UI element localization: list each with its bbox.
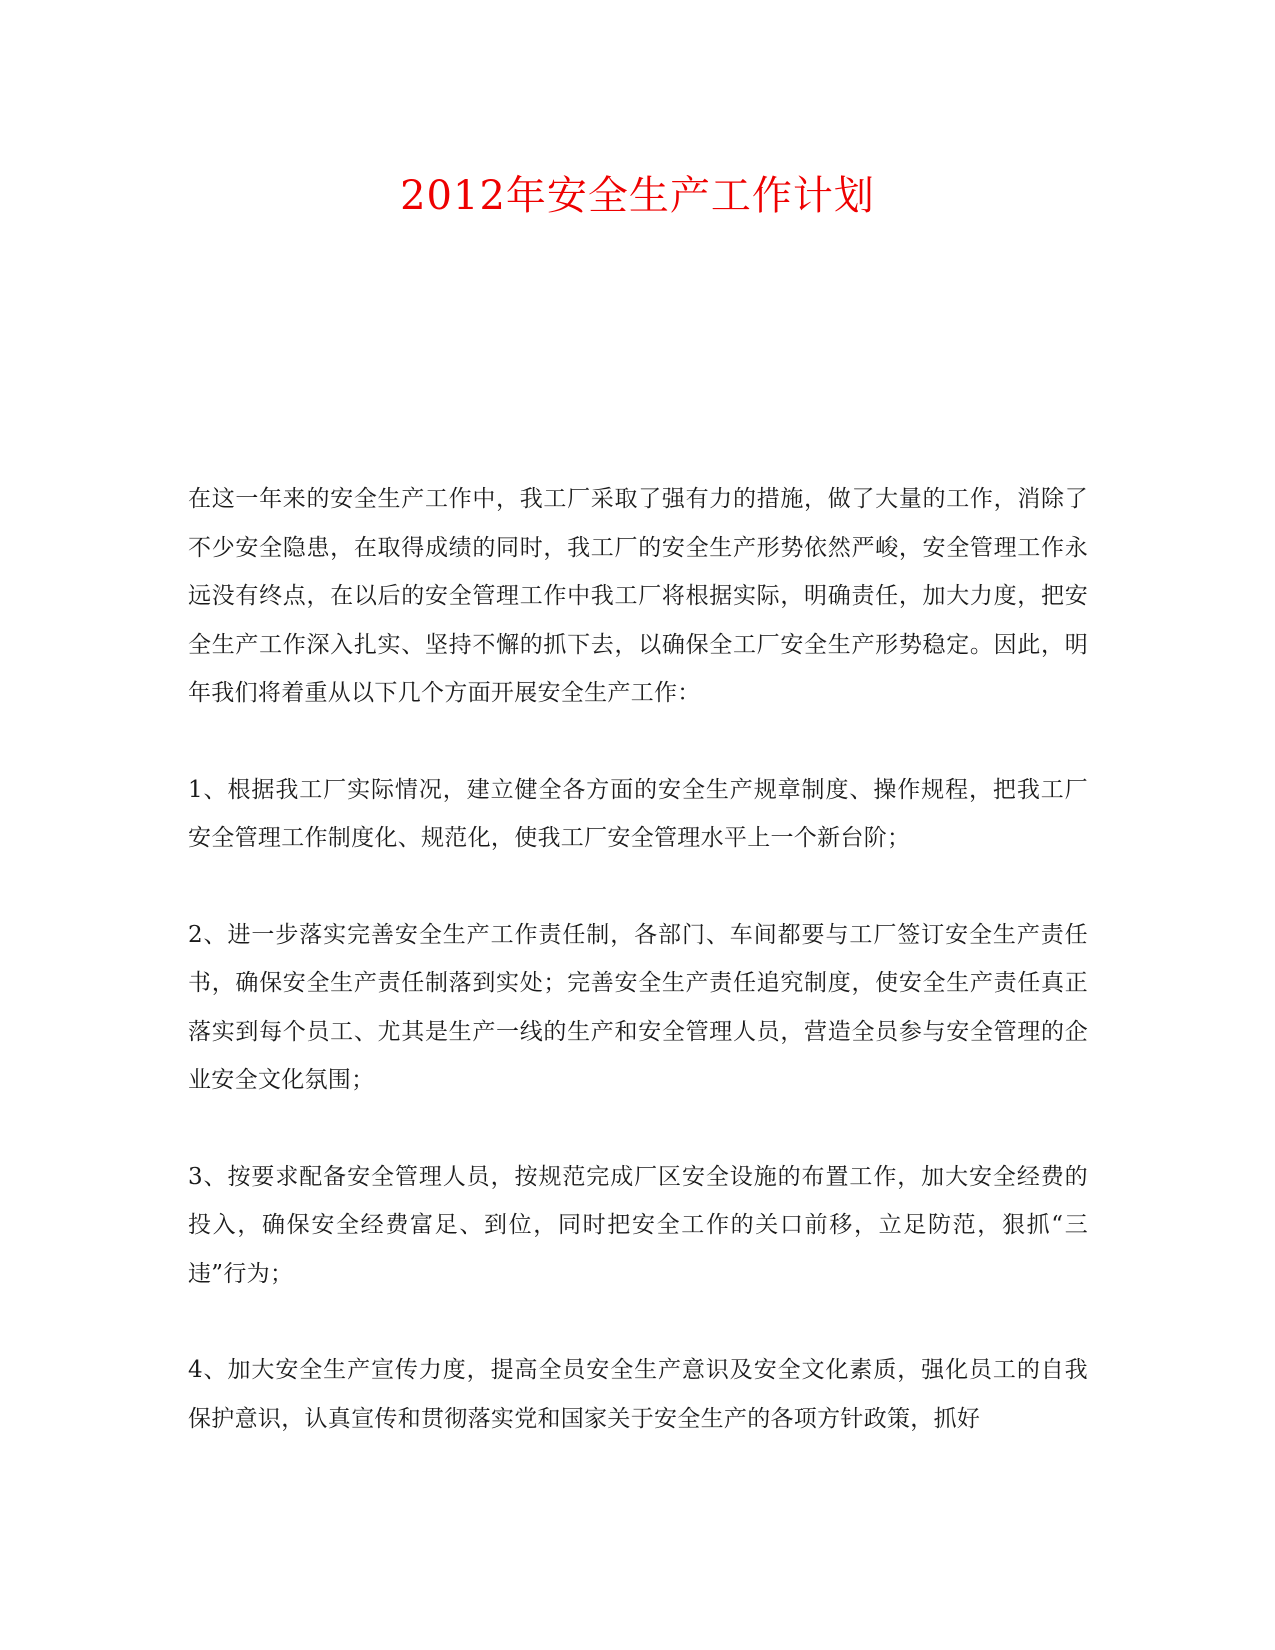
paragraph-item-1: 1、根据我工厂实际情况，建立健全各方面的安全生产规章制度、操作规程，把我工厂安全管理工作制度化、规范化，使我工厂安全管理水平上一个新台阶； bbox=[188, 776, 1088, 851]
document-body bbox=[188, 475, 1088, 1491]
paragraph-item-4: 4、加大安全生产宣传力度，提高全员安全生产意识及安全文化素质，强化员工的自我保护意识，认真宣传和贯彻落实党和国家关于安全生产的各项方针政策，抓好 bbox=[188, 1357, 1088, 1432]
paragraph-item-2: 2、进一步落实完善安全生产工作责任制，各部门、车间都要与工厂签订安全生产责任书，确保安全生产责任制落到实处；完善安全生产责任追究制度，使安全生产责任真正落实到每个员工、尤其是生产一线的生产和安全管理人员，营造全员参与安全管理的企业安全文化氛围； bbox=[188, 921, 1088, 1093]
paragraph-intro: 在这一年来的安全生产工作中，我工厂采取了强有力的措施，做了大量的工作，消除了不少安全隐患，在取得成绩的同时，我工厂的安全生产形势依然严峻，安全管理工作永远没有终点，在以后的安全管理工作中我工厂将根据实际，明确责任，加大力度，把安全生产工作深入扎实、坚持不懈的抓下去，以确保全工厂安全生产形势稳定。因此，明年我们将着重从以下几个方面开展安全生产工作： bbox=[188, 486, 1088, 706]
paragraph-item-3: 3、按要求配备安全管理人员，按规范完成厂区安全设施的布置工作，加大安全经费的投入，确保安全经费富足、到位，同时把安全工作的关口前移，立足防范，狠抓“三违”行为； bbox=[188, 1163, 1088, 1287]
document-title: 2012年安全生产工作计划 bbox=[400, 173, 875, 219]
